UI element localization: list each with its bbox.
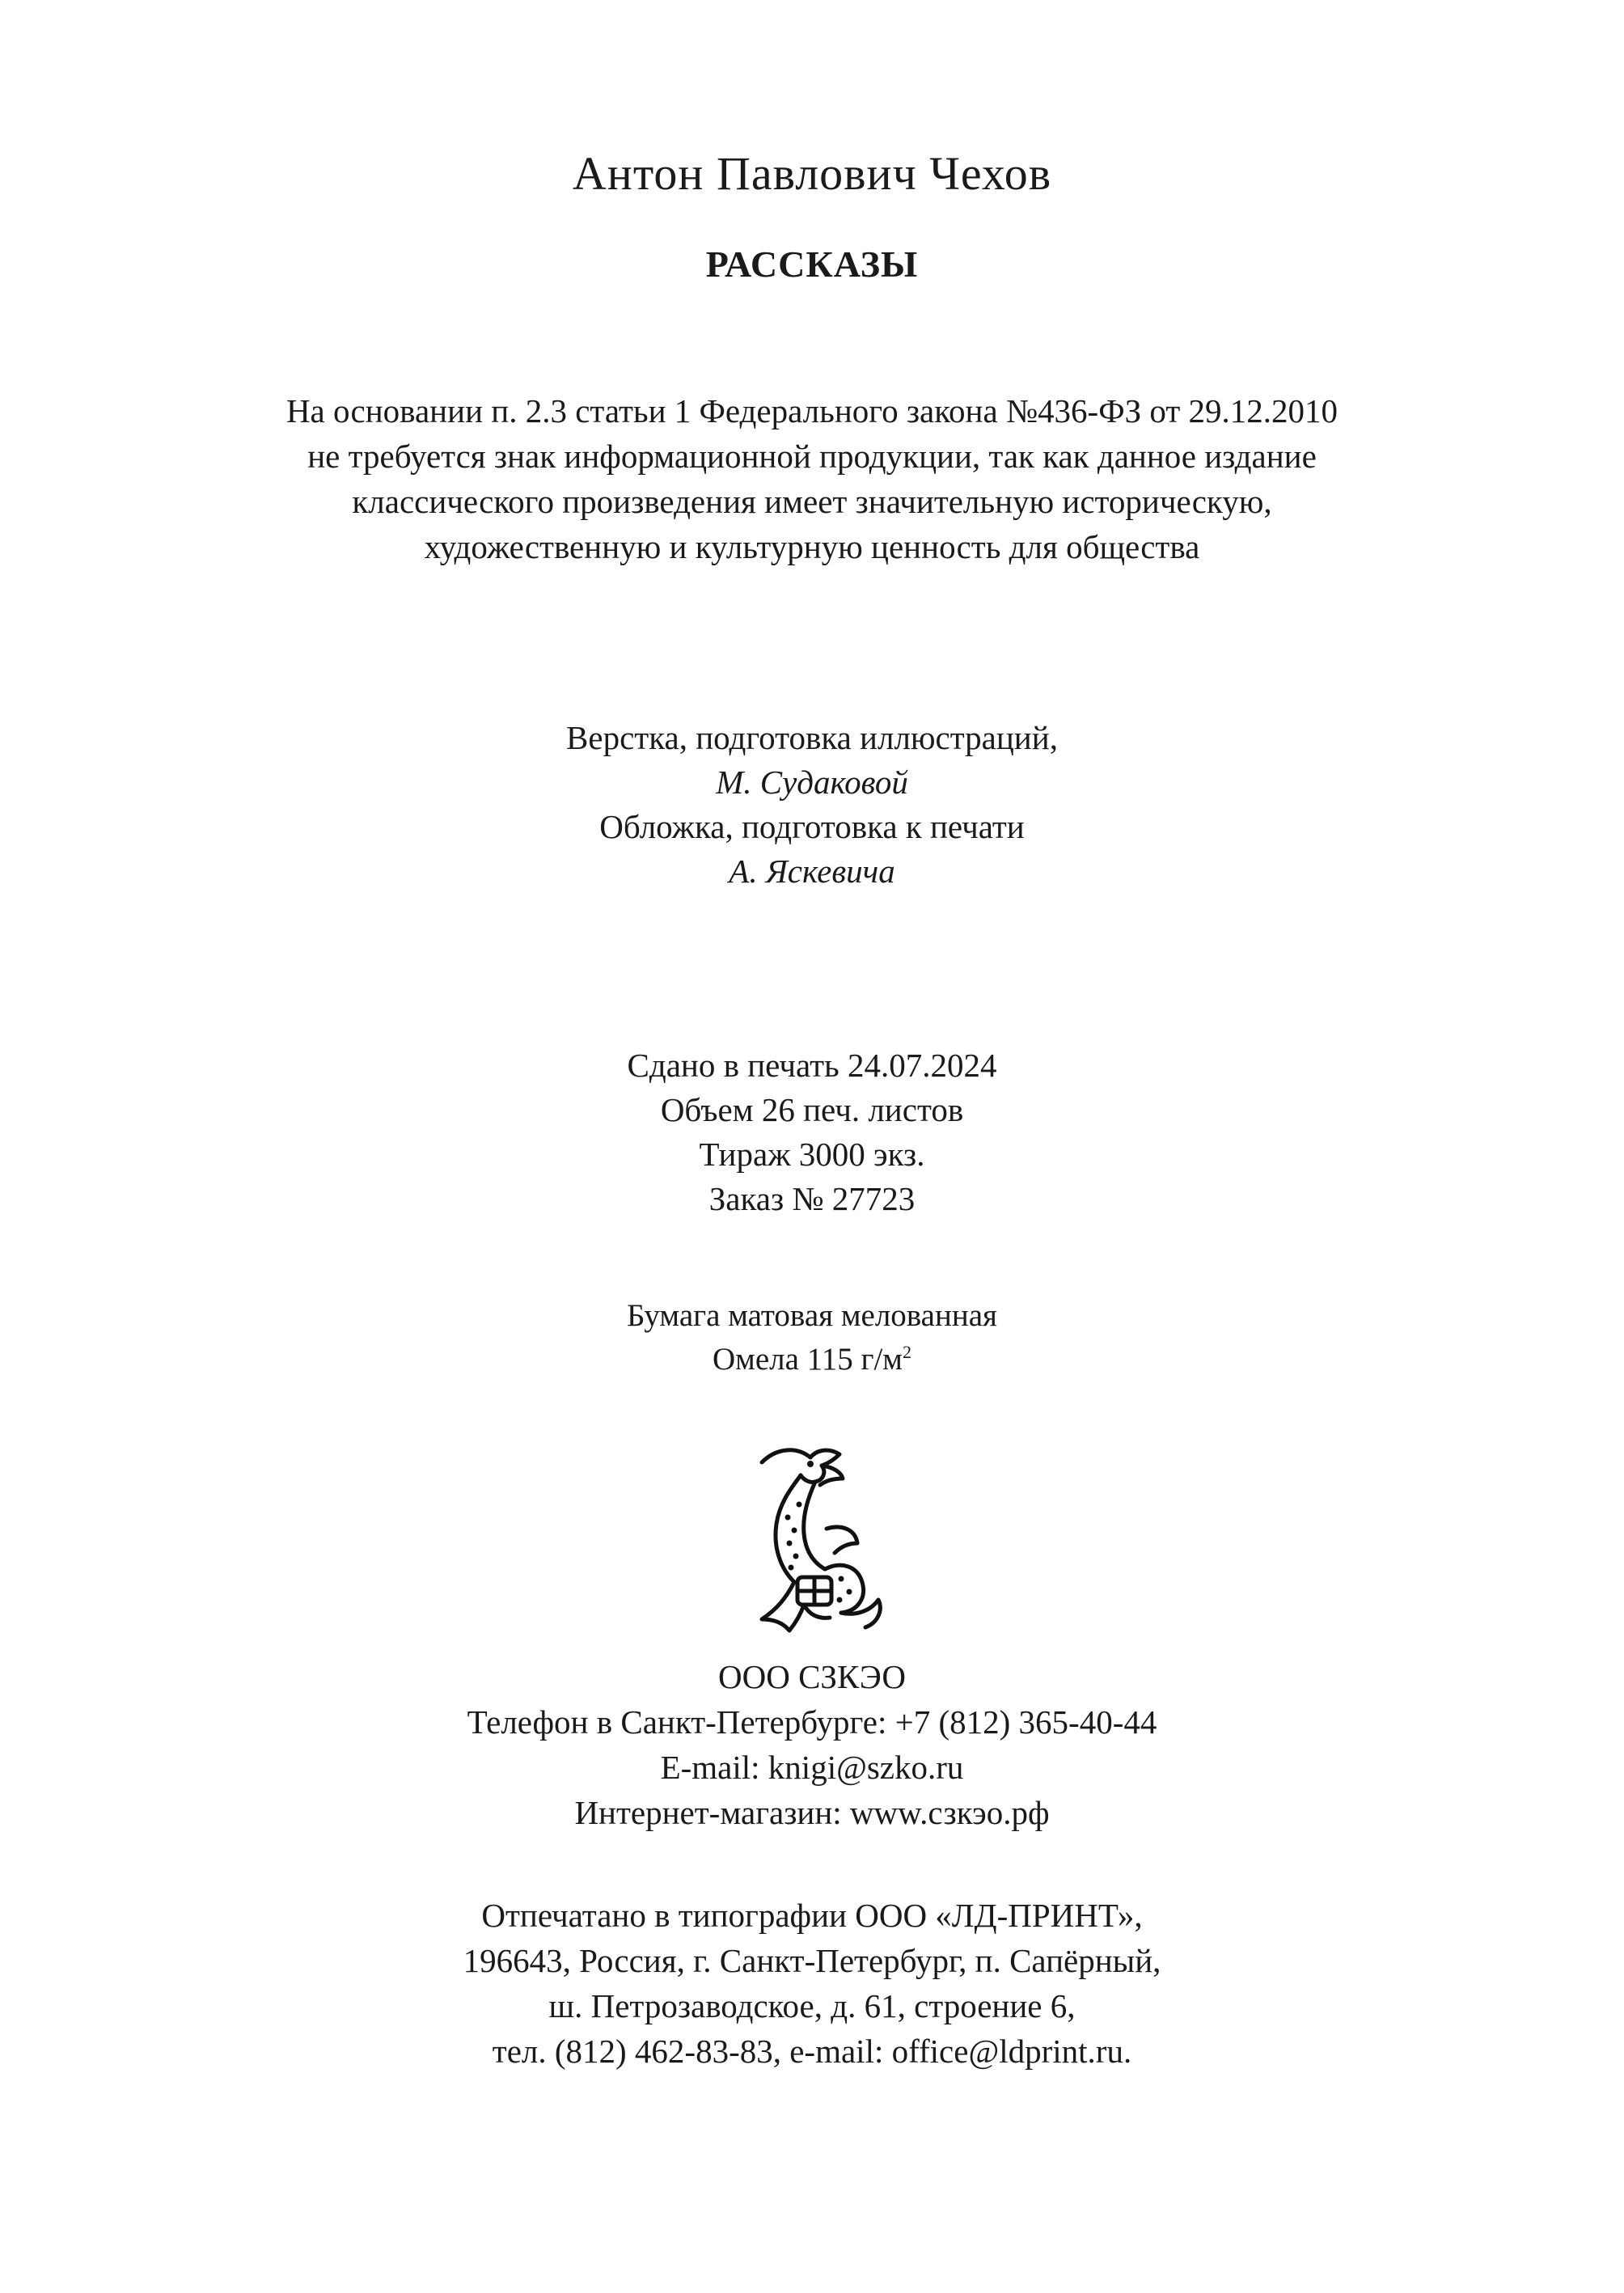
paper-info: [0, 1294, 1624, 1381]
author-text: Антон Павлович Чехов: [572, 147, 1052, 200]
title-text: РАССКАЗЫ: [705, 243, 919, 285]
printer-line: ш. Петрозаводское, д. 61, строение 6,: [548, 1987, 1076, 2024]
layout-credit-person: М. Судаковой: [716, 764, 908, 801]
printer-line: 196643, Россия, г. Санкт-Петербург, п. Сапёрный,: [463, 1942, 1161, 1979]
publisher-email: E-mail: knigi@szko.ru: [660, 1749, 964, 1786]
publisher-name: ООО СЗКЭО: [718, 1658, 906, 1695]
printer-line: Отпечатано в типографии ООО «ЛД-ПРИНТ»,: [481, 1897, 1143, 1934]
legal-line: классического произведения имеет значительную историческую,: [352, 483, 1272, 520]
printer-info: [0, 1893, 1624, 2074]
paper-weight: [0, 1338, 1624, 1381]
cover-credit-person: А. Яскевича: [729, 852, 895, 890]
credits: [0, 716, 1624, 894]
paper-weight-text: Омела 115 г/м: [713, 1342, 903, 1377]
circulation: Тираж 3000 экз.: [699, 1136, 925, 1173]
legal-notice: [0, 388, 1624, 569]
publisher-shop: Интернет-магазин: www.сзкэо.рф: [574, 1794, 1050, 1831]
publisher-info: [0, 1654, 1624, 1835]
dragon-emblem-icon: [720, 1440, 906, 1638]
paper-type: Бумага матовая мелованная: [627, 1298, 997, 1333]
layout-credit-label: Верстка, подготовка иллюстраций,: [566, 719, 1058, 756]
submitted-date: Сдано в печать 24.07.2024: [627, 1047, 997, 1084]
paper-weight-sup: 2: [903, 1342, 911, 1362]
order-number: Заказ № 27723: [708, 1180, 916, 1217]
legal-line: художественную и культурную ценность для общества: [424, 528, 1200, 565]
legal-line: не требуется знак информационной продукции, так как данное издание: [307, 438, 1317, 475]
print-info: [0, 1043, 1624, 1221]
author-name: [0, 142, 1624, 206]
publisher-phone: Телефон в Санкт-Петербурге: +7 (812) 365-40-44: [467, 1703, 1157, 1741]
legal-line: На основании п. 2.3 статьи 1 Федерального закона №436-ФЗ от 29.12.2010: [285, 392, 1339, 429]
printer-line: тел. (812) 462-83-83, e-mail: office@ldprint.ru.: [492, 2033, 1132, 2070]
book-title: [0, 239, 1624, 290]
cover-credit-label: Обложка, подготовка к печати: [599, 808, 1025, 845]
volume: Объем 26 печ. листов: [660, 1091, 964, 1128]
